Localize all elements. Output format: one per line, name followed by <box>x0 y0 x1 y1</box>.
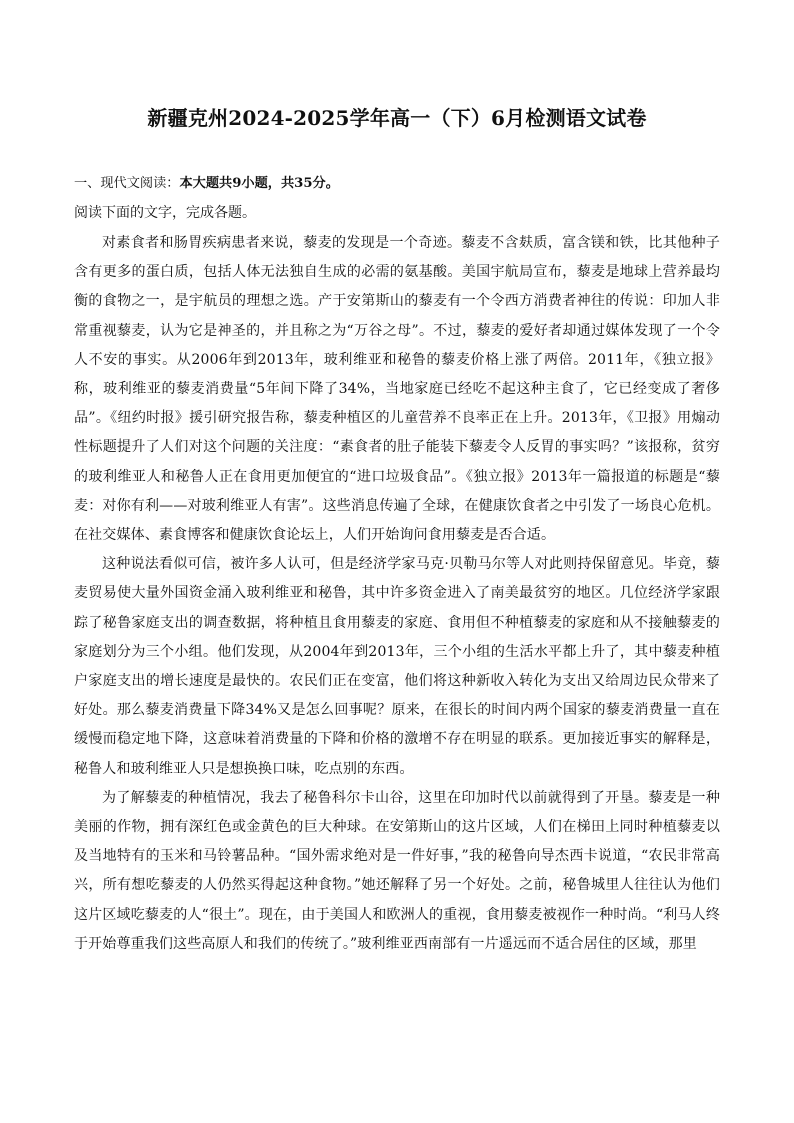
section-detail: 本大题共9小题，共35分。 <box>179 176 339 191</box>
paragraph-2: 这种说法看似可信，被许多人认可，但是经济学家马克·贝勒马尔等人对此则持保留意见。毕竟，藜麦贸易使大量外国资金涌入玻利维亚和秘鲁，其中许多资金进入了南美最贫穷的地区。几位经济学家跟踪了秘鲁家庭支出的调查数据，将种植且食用藜麦的家庭、食用但不种植藜麦的家庭和从不接触藜麦的家庭划分为三个小组。他们发现，从2004年到2013年，三个小组的生活水平都上升了，其中藜麦种植户家庭支出的增长速度是最快的。农民们正在变富，他们将这种新收入转化为支出又给周边民众带来了好处。那么藜麦消费量下降34%又是怎么回事呢？原来，在很长的时间内两个国家的藜麦消费量一直在缓慢而稳定地下降，这意味着消费量的下降和价格的激增不存在明显的联系。更加接近事实的解释是，秘鲁人和玻利维亚人只是想换换口味，吃点别的东西。 <box>74 556 720 777</box>
section-heading <box>74 174 720 194</box>
document-title: 新疆克州2024-2025学年高一（下）6月检测语文试卷 <box>147 106 647 130</box>
paragraph-1: 对素食者和肠胃疾病患者来说，藜麦的发现是一个奇迹。藜麦不含麸质，富含镁和铁，比其他种子含有更多的蛋白质，包括人体无法独自生成的必需的氨基酸。美国宇航局宣布，藜麦是地球上营养最均衡的食物之一，是宇航员的理想之选。产于安第斯山的藜麦有一个令西方消费者神往的传说：印加人非常重视藜麦，认为它是神圣的，并且称之为“万谷之母”。不过，藜麦的爱好者却通过媒体发现了一个令人不安的事实。从2006年到2013年，玻利维亚和秘鲁的藜麦价格上涨了两倍。2011年，《独立报》称，玻利维亚的藜麦消费量“5年间下降了34%，当地家庭已经吃不起这种主食了，它已经变成了奢侈品”。《纽约时报》援引研究报告称，藜麦种植区的儿童营养不良率正在上升。2013年，《卫报》用煽动性标题提升了人们对这个问题的关注度：“素食者的肚子能装下藜麦令人反胃的事实吗？”该报称，贫穷的玻利维亚人和秘鲁人正在食用更加便宜的“进口垃圾食品”。《独立报》2013年一篇报道的标题是“藜麦：对你有利——对玻利维亚人有害”。这些消息传遍了全球，在健康饮食者之中引发了一场良心危机。在社交媒体、素食博客和健康饮食论坛上，人们开始询问食用藜麦是否合适。 <box>74 235 720 544</box>
reading-instruction: 阅读下面的文字，完成各题。 <box>74 205 256 221</box>
paragraph-3: 为了解藜麦的种植情况，我去了秘鲁科尔卡山谷，这里在印加时代以前就得到了开垦。藜麦是一种美丽的作物，拥有深红色或金黄色的巨大种球。在安第斯山的这片区域，人们在梯田上同时种植藜麦以及当地特有的玉米和马铃薯品种。“国外需求绝对是一件好事，”我的秘鲁向导杰西卡说道，“农民非常高兴，所有想吃藜麦的人仍然买得起这种食物。”她还解释了另一个好处。之前，秘鲁城里人往往认为他们这片区域吃藜麦的人“很土”。现在，由于美国人和欧洲人的重视，食用藜麦被视作一种时尚。“利马人终于开始尊重我们这些高原人和我们的传统了。”玻利维亚西南部有一片遥远而不适合居住的区域，那里 <box>74 789 720 952</box>
section-label: 一、现代文阅读： <box>74 176 180 191</box>
